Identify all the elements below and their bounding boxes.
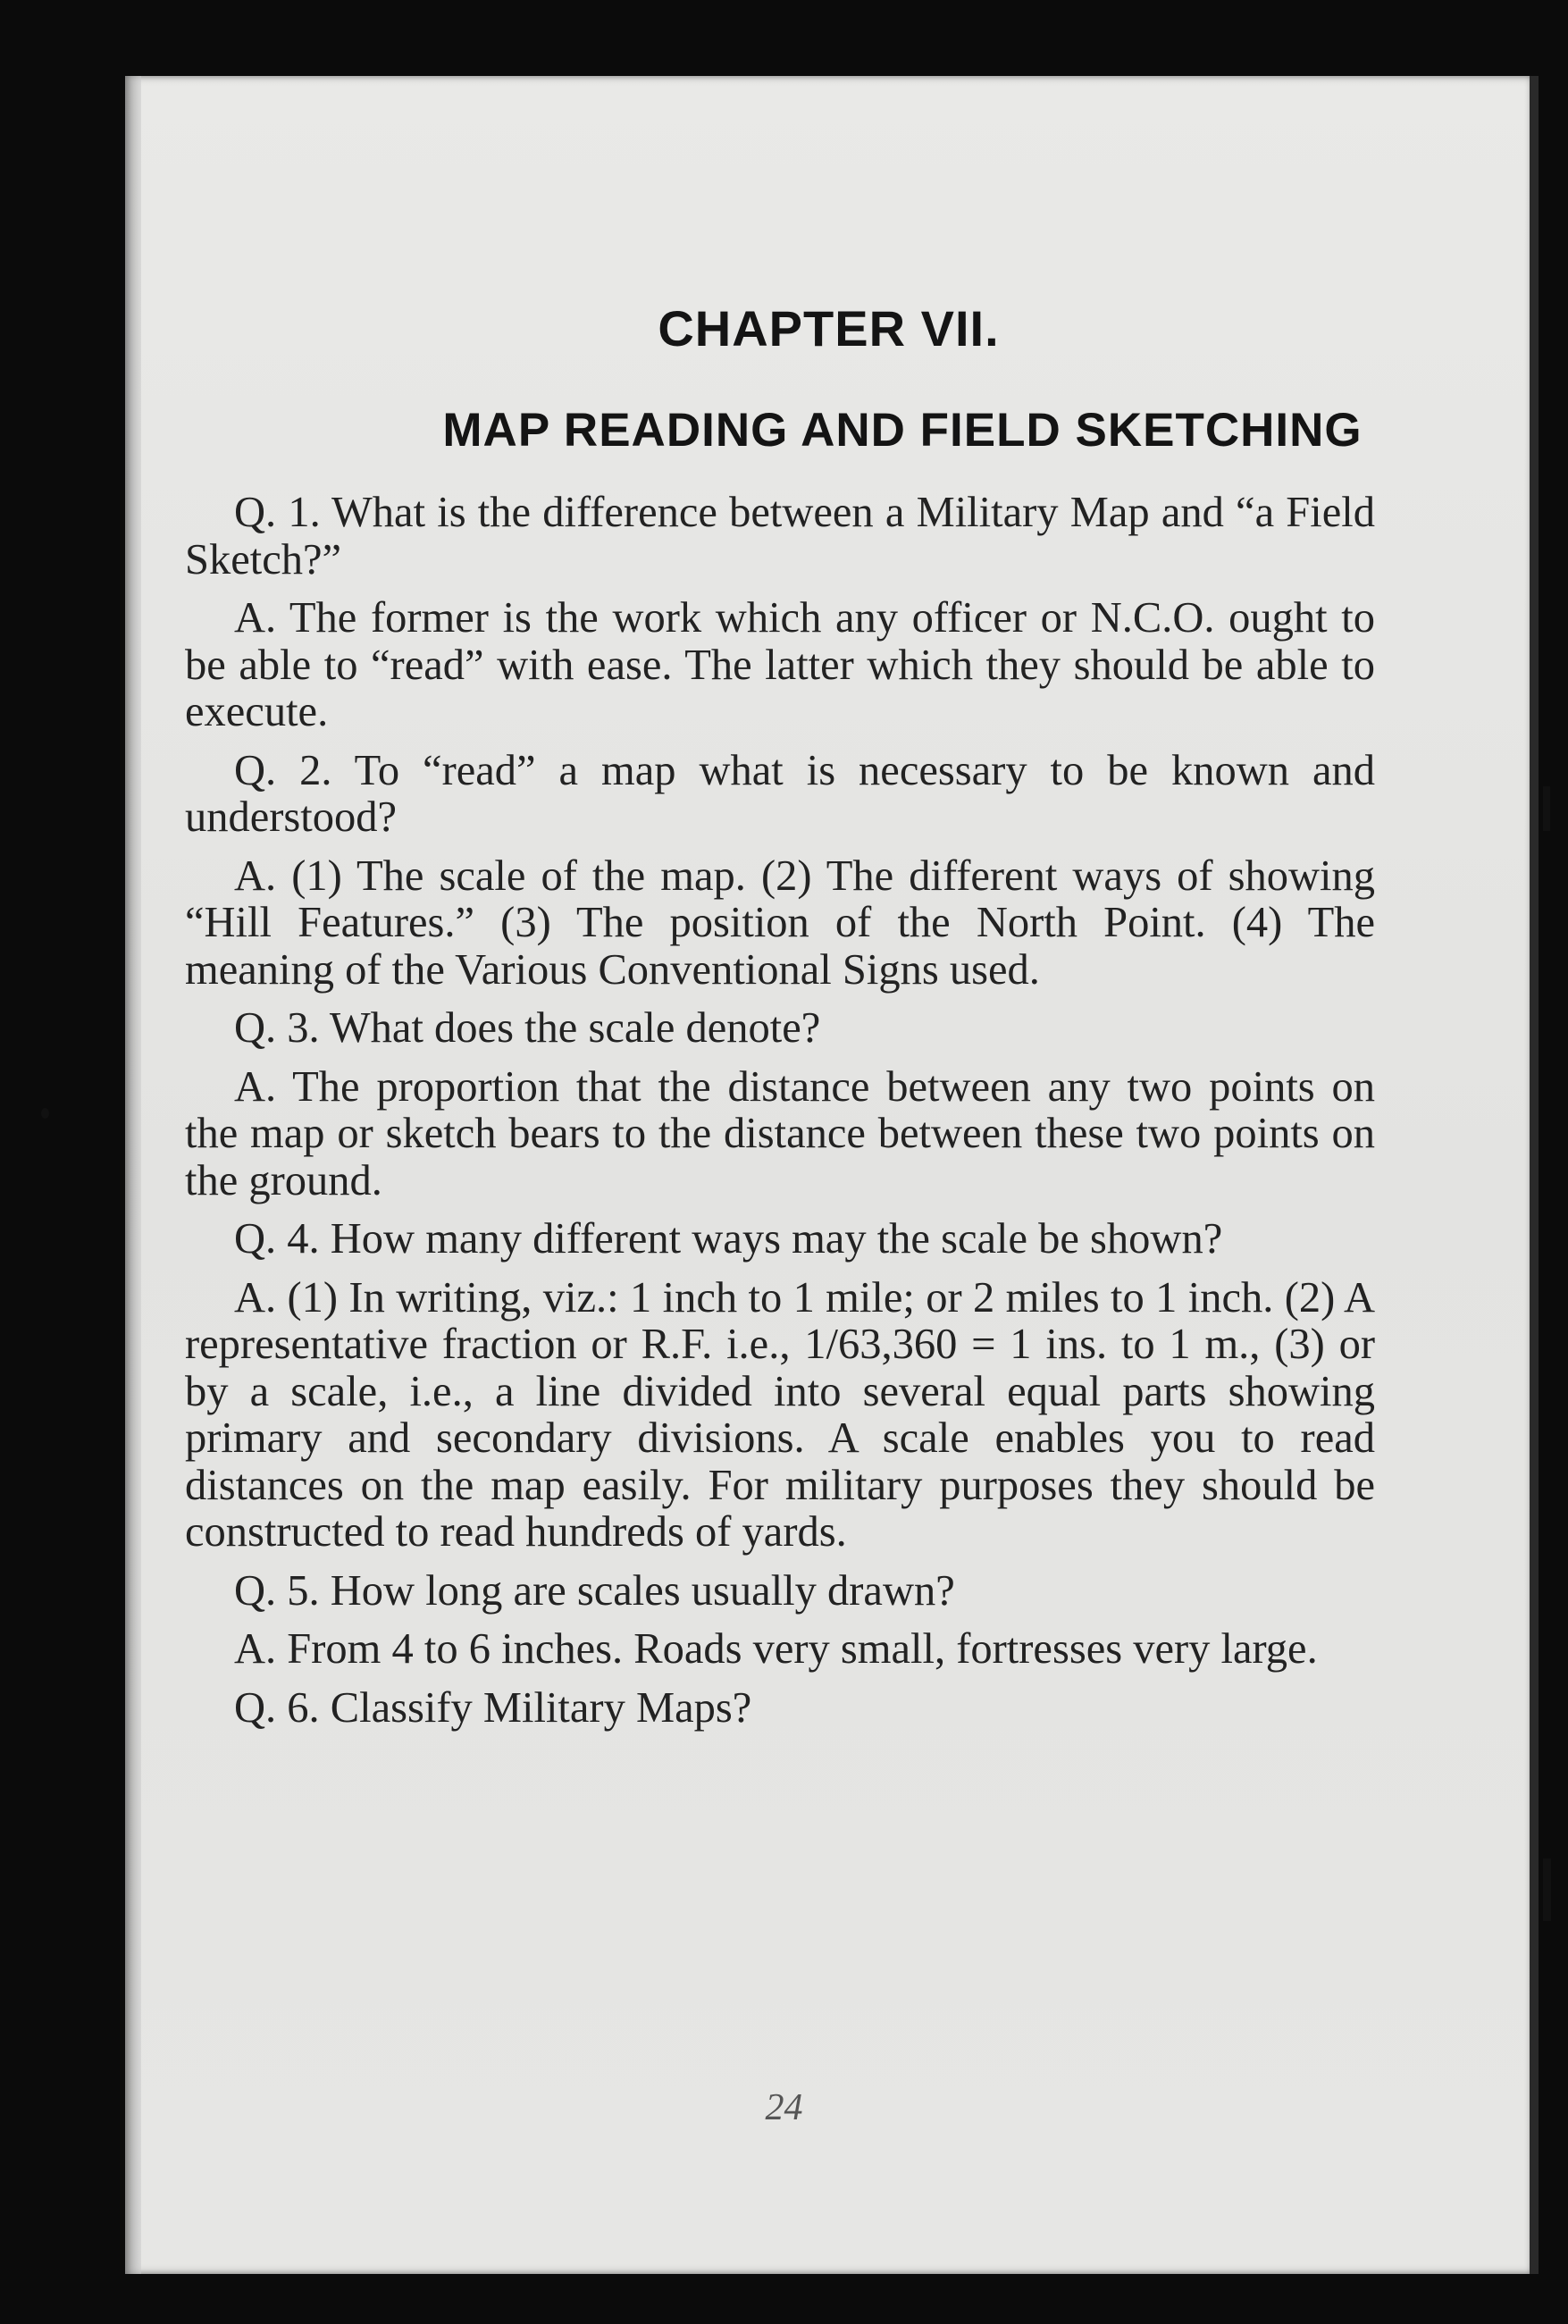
- scan-speck: [41, 1108, 49, 1119]
- section-heading: MAP READING AND FIELD SKETCHING: [442, 404, 1363, 457]
- question-6: Q. 6. Classify Military Maps?: [234, 1683, 752, 1732]
- question-4: Q. 4. How many different ways may the scale be shown?: [234, 1215, 1223, 1263]
- answer-2: A. (1) The scale of the map. (2) The different ways of showing “Hill Features.” (3) The position of the North Point. (4) The meaning of the Various Conventional Signs used.: [185, 852, 1375, 994]
- question-1: Q. 1. What is the difference between a Military Map and “a Field Sketch?”: [185, 489, 1375, 583]
- page-number: 24: [765, 2087, 803, 2128]
- page-body: [185, 490, 1375, 1743]
- scan-speck: [1543, 1858, 1551, 1921]
- answer-1: A. The former is the work which any officer or N.C.O. ought to be able to “read” with ease. The latter which they should be able to execute.: [185, 594, 1375, 735]
- answer-4: A. (1) In writing, viz.: 1 inch to 1 mile; or 2 miles to 1 inch. (2) A representative fraction or R.F. i.e., 1/63,360 = 1 ins. to 1 m., (3) or by a scale, i.e., a line divided into several equal parts showing primary and secondary divisions. A scale enables you to read distances on the map easily. For military purposes they should be constructed to read hundreds of yards.: [185, 1273, 1375, 1556]
- page-edge: [1530, 76, 1539, 2274]
- answer-5: A. From 4 to 6 inches. Roads very small, fortresses very large.: [234, 1625, 1318, 1673]
- scan-speck: [1543, 786, 1550, 831]
- chapter-heading: CHAPTER VII.: [658, 300, 1000, 357]
- page-binding-shadow: [125, 76, 141, 2274]
- question-5: Q. 5. How long are scales usually drawn?: [234, 1566, 955, 1615]
- question-2: Q. 2. To “read” a map what is necessary to be known and understood?: [185, 746, 1375, 841]
- question-3: Q. 3. What does the scale denote?: [234, 1004, 821, 1052]
- answer-3: A. The proportion that the distance between any two points on the map or sketch bears to the distance between these two points on the ground.: [185, 1062, 1375, 1204]
